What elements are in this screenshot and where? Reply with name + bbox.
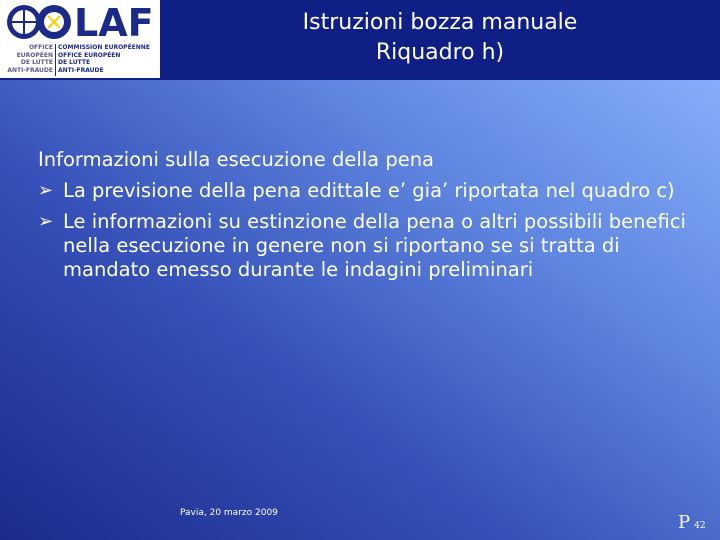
- olaf-logo: [0, 0, 160, 78]
- page-number: [678, 512, 706, 533]
- logo-text-french-long: COMMISSION EUROPÉENNE OFFICE EUROPÉEN DE LUTTE ANTI-FRAUDE: [58, 44, 150, 74]
- content-heading: Informazioni sulla esecuzione della pena: [38, 148, 434, 171]
- page-number-value: 42: [694, 521, 706, 531]
- slide-title: [160, 8, 720, 68]
- slide-title-line2: Riquadro h): [375, 40, 505, 65]
- logo-divider: [55, 44, 56, 76]
- bullet-text: La previsione della pena edittale e’ gia’ riportata nel quadro c): [63, 179, 675, 202]
- logo-text-french-short: OFFICE EUROPÉEN DE LUTTE ANTI-FRAUDE: [7, 44, 53, 74]
- footer-date: Pavia, 20 marzo 2009: [180, 508, 278, 518]
- page-letter: P: [678, 512, 691, 533]
- arrow-bullet-icon: ➢: [38, 211, 54, 232]
- arrow-bullet-icon: ➢: [38, 180, 54, 201]
- slide-title-line1: Istruzioni bozza manuale: [302, 10, 578, 35]
- slide-content: [38, 148, 688, 289]
- bullet-item: [38, 210, 688, 282]
- svg-text:LAF: LAF: [74, 1, 154, 44]
- bullet-item: [38, 179, 688, 203]
- bullet-text: Le informazioni su estinzione della pena o altri possibili benefici nella esecuzione in genere non si riportano se si tratta di mandato emesso durante le indagini preliminari: [63, 210, 686, 281]
- olaf-logo-mark: [2, 0, 158, 44]
